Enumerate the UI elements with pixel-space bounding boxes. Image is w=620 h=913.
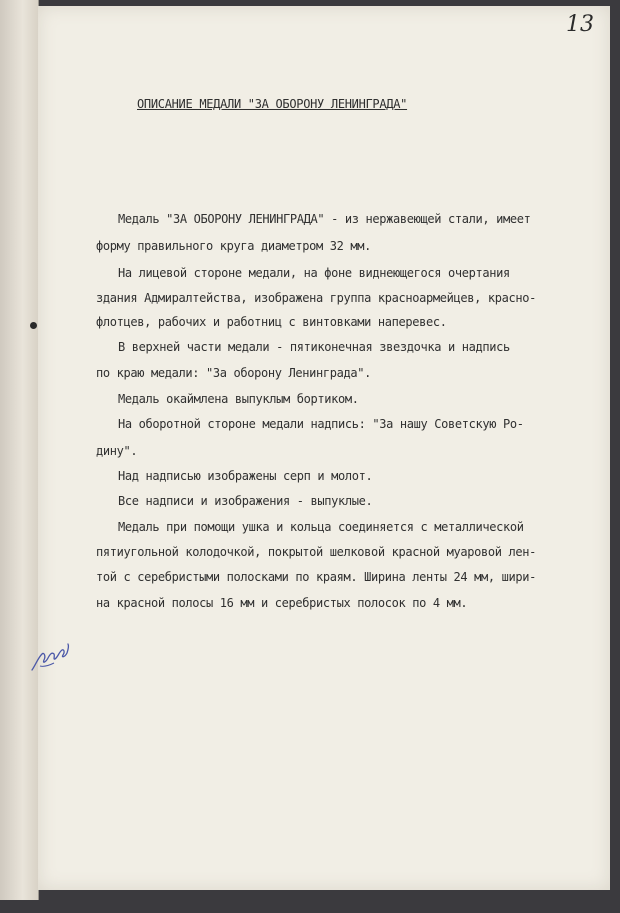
handwritten-signature [28, 640, 72, 674]
text-line: На оборотной стороне медали надпись: "За нашу Советскую Ро- [118, 417, 524, 431]
text-line: форму правильного круга диаметром 32 мм. [96, 239, 371, 253]
text-line: дину". [96, 444, 138, 458]
text-line: Медаль при помощи ушка и кольца соединяется с металлической [118, 520, 524, 534]
text-line: Все надписи и изображения - выпуклые. [118, 494, 373, 508]
text-line: Медаль "ЗА ОБОРОНУ ЛЕНИНГРАДА" - из нержавеющей стали, имеет [118, 212, 531, 226]
text-line: по краю медали: "За оборону Ленинграда". [96, 366, 371, 380]
text-line: здания Адмиралтейства, изображена группа красноармейцев, красно- [96, 291, 536, 305]
page-number: 13 [566, 12, 594, 37]
text-line: Над надписью изображены серп и молот. [118, 469, 373, 483]
binding-edge [0, 0, 39, 900]
binding-hole [30, 322, 37, 329]
text-line: На лицевой стороне медали, на фоне виднеющегося очертания [118, 266, 510, 280]
text-line: на красной полосы 16 мм и серебристых полосок по 4 мм. [96, 596, 468, 610]
text-line: той с серебристыми полосками по краям. Ширина ленты 24 мм, шири- [96, 570, 536, 584]
text-line: Медаль окаймлена выпуклым бортиком. [118, 392, 359, 406]
text-line: В верхней части медали - пятиконечная звездочка и надпись [118, 340, 510, 354]
document-title: ОПИСАНИЕ МЕДАЛИ "ЗА ОБОРОНУ ЛЕНИНГРАДА" [137, 97, 408, 111]
text-line: пятиугольной колодочкой, покрытой шелковой красной муаровой лен- [96, 545, 536, 559]
text-line: флотцев, рабочих и работниц с винтовками наперевес. [96, 315, 447, 329]
